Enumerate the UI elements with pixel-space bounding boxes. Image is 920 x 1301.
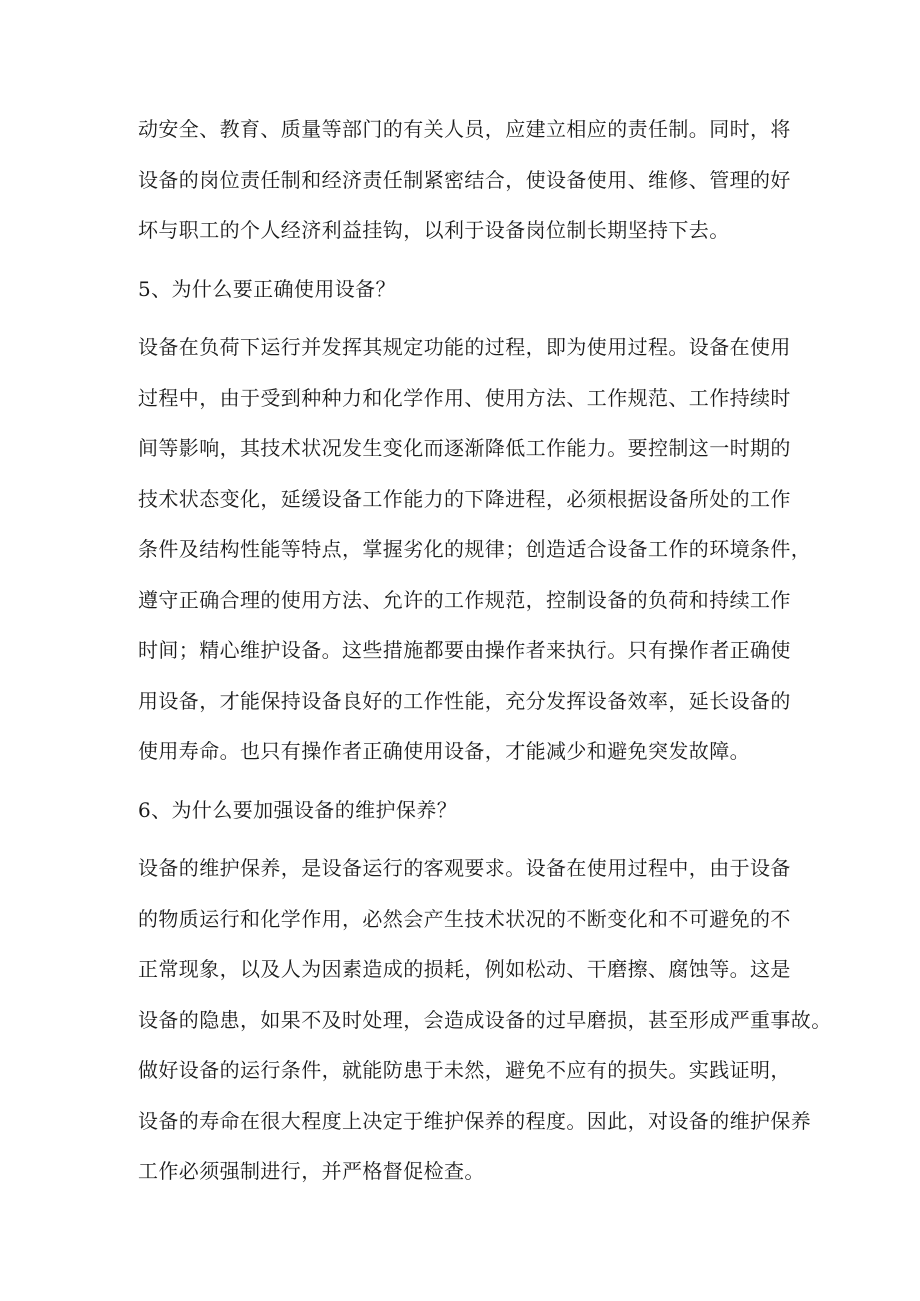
paragraph-gap xyxy=(138,835,790,843)
text-line: 设备在负荷下运行并发挥其规定功能的过程，即为使用过程。设备在使用 xyxy=(138,335,791,359)
text-line: 动安全、教育、质量等部门的有关人员，应建立相应的责任制。同时，将 xyxy=(138,117,791,141)
text-line: 用设备，才能保持设备良好的工作性能，充分发挥设备效率，延长设备的 xyxy=(138,688,791,713)
text-line: 过程中，由于受到种种力和化学作用、使用方法、工作规范、工作持续时 xyxy=(138,385,791,410)
text-line: 使用寿命。也只有操作者正确使用设备，才能减少和避免突发故障。 xyxy=(138,739,750,763)
question-heading-5: 5、为什么要正确使用设备？ xyxy=(138,276,396,301)
text-line: 设备的岗位责任制和经济责任制紧密结合，使设备使用、维修、管理的好 xyxy=(138,167,791,192)
paragraph-gap xyxy=(138,777,790,785)
text-line: 条件及结构性能等特点，掌握劣化的规律；创造适合设备工作的环境条件， xyxy=(138,537,812,561)
body-paragraph-2 xyxy=(138,322,812,777)
text-line: 正常现象，以及人为因素造成的损耗，例如松动、干磨擦、腐蚀等。这是 xyxy=(138,957,791,981)
text-line: 时间；精心维护设备。这些措施都要由操作者来执行。只有操作者正确使 xyxy=(138,638,791,662)
body-paragraph-1 xyxy=(138,104,790,256)
text-line: 做好设备的运行条件，就能防患于未然，避免不应有的损失。实践证明， xyxy=(138,1058,791,1082)
text-line: 设备的隐患，如果不及时处理，会造成设备的过早磨损，甚至形成严重事故。 xyxy=(138,1007,832,1032)
text-line: 技术状态变化，延缓设备工作能力的下降进程，必须根据设备所处的工作 xyxy=(138,486,791,511)
question-heading-6: 6、为什么要加强设备的维护保养？ xyxy=(138,797,458,822)
text-line: 设备的维护保养，是设备运行的客观要求。设备在使用过程中，由于设备 xyxy=(138,856,791,880)
text-line: 工作必须强制进行，并严格督促检查。 xyxy=(138,1159,485,1183)
text-line: 坏与职工的个人经济利益挂钩，以利于设备岗位制长期坚持下去。 xyxy=(138,218,730,242)
text-line: 的物质运行和化学作用，必然会产生技术状况的不断变化和不可避免的不 xyxy=(138,906,791,931)
text-line: 间等影响，其技术状况发生变化而逐渐降低工作能力。要控制这一时期的 xyxy=(138,436,791,460)
paragraph-gap xyxy=(138,256,790,264)
body-paragraph-3 xyxy=(138,843,832,1197)
text-line: 设备的寿命在很大程度上决定于维护保养的程度。因此，对设备的维护保养 xyxy=(138,1108,812,1133)
text-line: 遵守正确合理的使用方法、允许的工作规范，控制设备的负荷和持续工作 xyxy=(138,587,791,612)
paragraph-gap xyxy=(138,314,790,322)
document-page xyxy=(138,104,832,1197)
